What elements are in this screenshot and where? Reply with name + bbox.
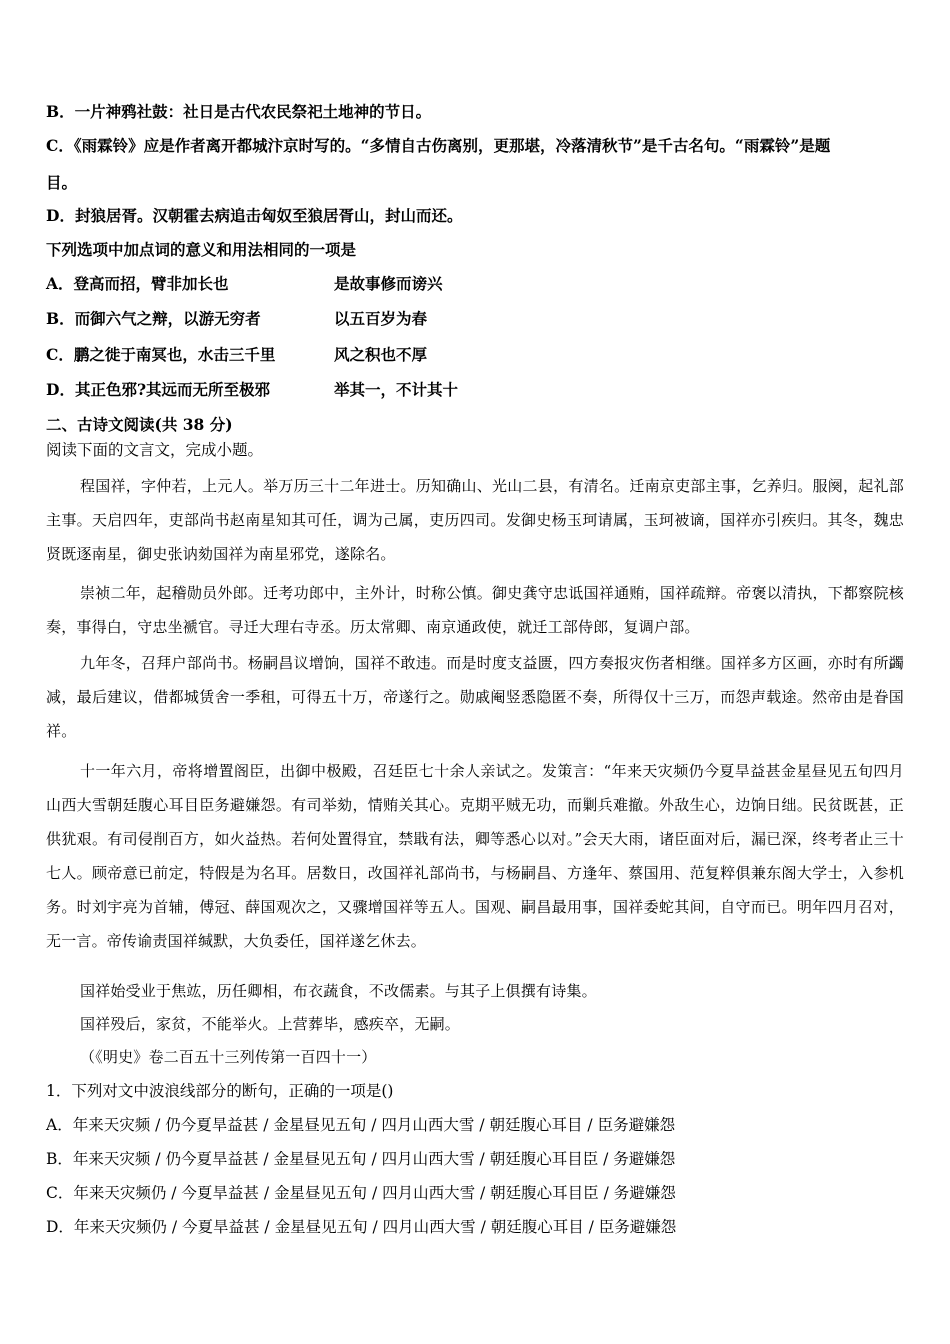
word-option-a-left: A．登高而招，臂非加长也 — [46, 274, 229, 293]
question-prompt: 下列选项中加点词的意义和用法相同的一项是 — [46, 240, 357, 259]
question-1-option-d: D．年来天灾频仍 / 今夏旱益甚 / 金星昼见五旬 / 四月山西大雪 / 朝廷腹心耳目 / 臣务避嫌怨 — [46, 1218, 677, 1236]
question-1-option-a: A．年来天灾频 / 仍今夏旱益甚 / 金星昼见五旬 / 四月山西大雪 / 朝廷腹心耳目 / 臣务避嫌怨 — [46, 1116, 676, 1134]
section-title: 二、古诗文阅读(共 38 分) — [46, 415, 233, 434]
question-1-option-b: B．年来天灾频 / 仍今夏旱益甚 / 金星昼见五旬 / 四月山西大雪 / 朝廷腹心耳目臣 / 务避嫌怨 — [46, 1150, 676, 1168]
word-option-d-left: D．其正色邪?其远而无所至极邪 — [46, 380, 271, 399]
option-c-text-line2: 目。 — [46, 173, 78, 192]
option-c-text-line1: C．《雨霖铃》应是作者离开都城汴京时写的。“多情自古伤离别，更那堪，冷落清秋节”是千古名句。“雨霖铃”是题 — [46, 136, 831, 155]
section-instruction: 阅读下面的文言文，完成小题。 — [46, 441, 264, 459]
word-option-b-left: B．而御六气之辩，以游无穷者 — [46, 309, 261, 328]
word-option-b-right: 以五百岁为春 — [334, 309, 428, 328]
passage-paragraph-2: 崇祯二年，起稽勋员外郎。迁考功郎中，主外计，时称公慎。御史龚守忠诋国祥通贿，国祥疏辩。帝褒以清执，下都察院核奏，事得白，守忠坐褫官。寻迁大理右寺丞。历太常卿、南京通政使，就迁工部侍郎，复调户部。 — [46, 584, 904, 636]
passage-paragraph-4: 十一年六月，帝将增置阁臣，出御中极殿，召廷臣七十余人亲试之。发策言：“年来天灾频仍今夏旱益甚金星昼见五旬四月山西大雪朝廷腹心耳目臣务避嫌怨。有司举劾，情贿关其心。克期平贼无功，而剿兵难撤。外敌生心，边饷日绌。民贫既甚，正供犹艰。有司侵削百方，如火益热。若何处置得宜，禁戢有法，卿等悉心以对。”会天大雨，诸臣面对后，漏已深，终考者止三十七人。顾帝意已前定，特假是为名耳。居数日，改国祥礼部尚书，与杨嗣昌、方逢年、蔡国用、范复粹俱兼东阁大学士，入参机务。时刘宇亮为首辅，傅冠、薛国观次之，又骤增国祥等五人。国观、嗣昌最用事，国祥委蛇其间，自守而已。明年四月召对，无一言。帝传谕责国祥缄默，大负委任，国祥遂乞休去。 — [46, 762, 904, 950]
word-option-c-right: 风之积也不厚 — [334, 345, 428, 364]
word-option-d-right: 举其一，不计其十 — [334, 380, 459, 399]
question-1-prompt: 1．下列对文中波浪线部分的断句，正确的一项是() — [46, 1082, 394, 1100]
option-d-text: D．封狼居胥。汉朝霍去病追击匈奴至狼居胥山，封山而还。 — [46, 206, 463, 225]
word-option-c — [46, 344, 428, 366]
passage-paragraph-1: 程国祥，字仲若，上元人。举万历三十二年进士。历知确山、光山二县，有清名。迁南京吏部主事，乞养归。服阕，起礼部主事。天启四年，吏部尚书赵南星知其可任，调为己属，吏历四司。发御史杨玉珂请属，玉珂被谪，国祥亦引疾归。其冬，魏忠贤既逐南星，御史张讷劾国祥为南星邪党，遂除名。 — [46, 477, 904, 563]
word-option-c-left: C．鹏之徙于南冥也，水击三千里 — [46, 345, 276, 364]
word-option-b — [46, 308, 428, 330]
passage-paragraph-3: 九年冬，召拜户部尚书。杨嗣昌议增饷，国祥不敢违。而是时度支益匮，四方奏报灾伤者相继。国祥多方区画，亦时有所蠲减，最后建议，借都城赁舍一季租，可得五十万，帝遂行之。勋戚阉竖悉隐匿不奏，所得仅十三万，而怨声载途。然帝由是眷国祥。 — [46, 654, 904, 740]
word-option-a — [46, 273, 443, 295]
passage-source: （《明史》卷二百五十三列传第一百四十一） — [80, 1048, 377, 1066]
word-option-a-right: 是故事修而谤兴 — [334, 274, 443, 293]
option-b-text: B．一片神鸦社鼓：社日是古代农民祭祀土地神的节日。 — [46, 102, 432, 121]
question-1-option-c: C．年来天灾频仍 / 今夏旱益甚 / 金星昼见五旬 / 四月山西大雪 / 朝廷腹心耳目臣 / 务避嫌怨 — [46, 1184, 676, 1202]
word-option-d — [46, 379, 459, 401]
passage-paragraph-5: 国祥始受业于焦竑，历任卿相，布衣蔬食，不改儒素。与其子上俱撰有诗集。 — [80, 982, 597, 1000]
passage-paragraph-6: 国祥殁后，家贫，不能举火。上营葬毕，感疾卒，无嗣。 — [80, 1015, 461, 1033]
